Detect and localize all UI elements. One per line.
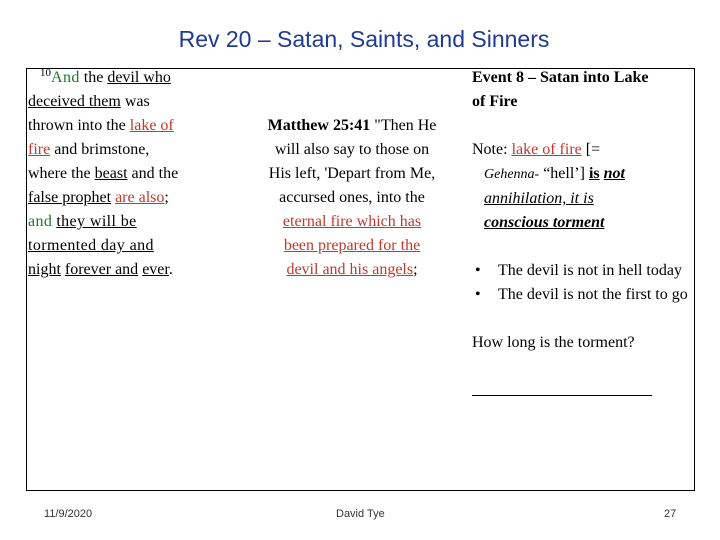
footer-date: 11/9/2020 <box>44 508 93 520</box>
bullet-list <box>472 259 698 307</box>
list-item: • The devil is not the first to go <box>472 283 698 307</box>
right-column-notes: Event 8 – Satan into Lake of Fire Note: lake of fire [= Gehenna- “hell’] is not annihilation, it is conscious torment • The devil is not in hell today • The devil is not the first to go How long is the torment? <box>472 66 698 404</box>
middle-column-matthew: Matthew 25:41 "Then He will also say to those on His left, 'Depart from Me, accursed ones, into the eternal fire which has been prepared for the devil and his angels; <box>267 117 437 278</box>
note-label: Note <box>472 141 504 158</box>
footer-author: David Tye <box>336 508 385 520</box>
scripture-reference: Matthew 25:41 <box>267 117 371 134</box>
verse-number: 10 <box>40 67 51 79</box>
left-column-revelation: $^{10}$And the devil who deceived them was thrown into the lake of fire and brimstone, where the beast and the false prophet are also; and they will be tormented day and night forever and ever. <box>28 67 179 278</box>
slide-title: Rev 20 – Satan, Saints, and Sinners <box>178 26 550 52</box>
answer-blank-line <box>472 379 652 396</box>
event-heading: Event 8 – Satan into Lake <box>472 69 649 86</box>
footer-page-number: 27 <box>664 508 677 520</box>
question-text: How long is the torment? <box>472 334 635 351</box>
list-item: • The devil is not in hell today <box>472 259 698 283</box>
